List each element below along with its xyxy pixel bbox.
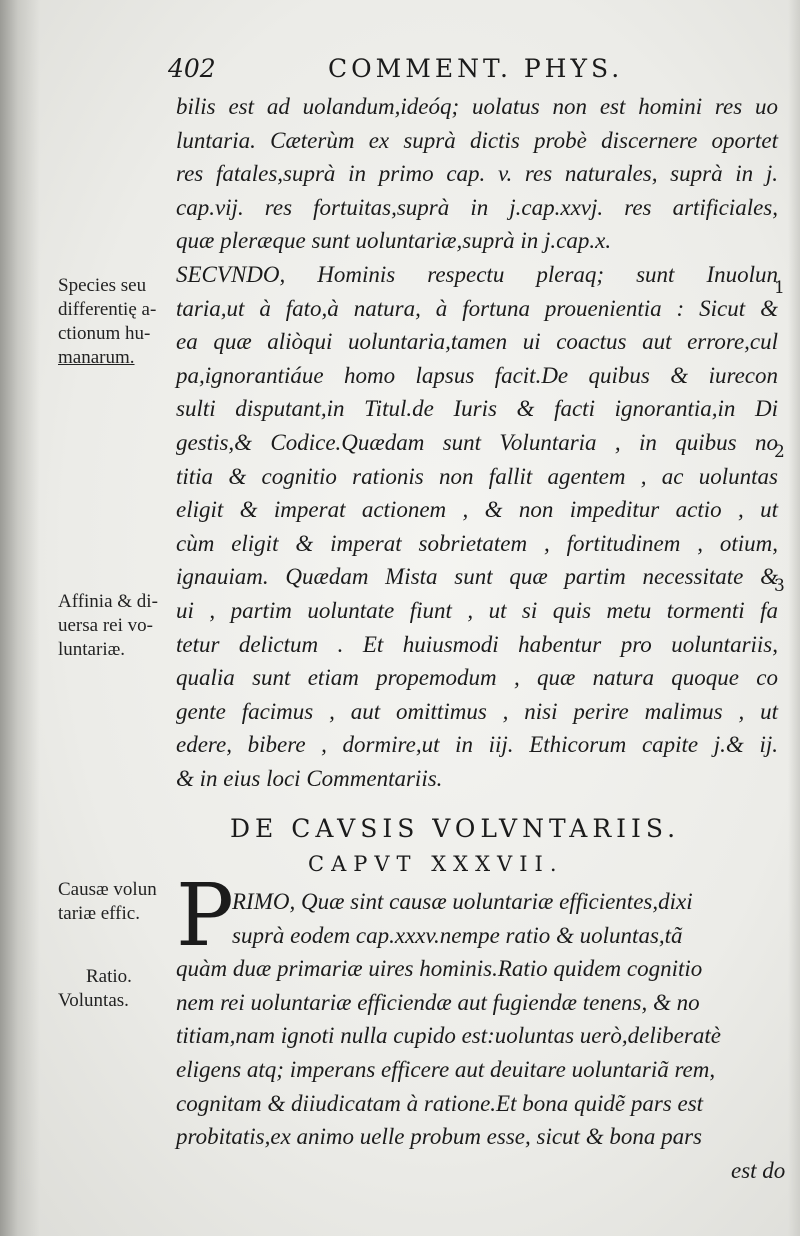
drop-cap: P — [176, 866, 234, 966]
text-line: edere, bibere , dormire,ut in iij. Ethicorum capite j.& ij. — [176, 732, 778, 758]
page-edge-shadow — [788, 0, 800, 1236]
margin-note-species — [58, 274, 156, 370]
text-line: ea quæ aliòqui uoluntaria,tamen ui coactus aut errore,cul — [176, 329, 778, 355]
text-line: sulti disputant,in Titul.de Iuris & facti ignorantia,in Di — [176, 396, 778, 422]
text-line: ui , partim uoluntate fiunt , ut si quis metu tormenti fa — [176, 597, 778, 623]
text-line: est do — [731, 1157, 786, 1183]
page-header — [168, 54, 668, 90]
margin-note-line: ctionum hu- — [58, 323, 151, 344]
margin-note-line: luntariæ. — [58, 639, 126, 660]
text-line: cap.vij. res fortuitas,suprà in j.cap.xxvj. res artificiales, — [176, 194, 778, 220]
margin-note-line: Voluntas. — [58, 990, 129, 1011]
text-line: eligit & imperat actionem , & non impeditur actio , ut — [176, 497, 778, 523]
text-line: titia & cognitio rationis non fallit agentem , ac uoluntas — [176, 463, 778, 489]
text-line: RIMO, Quæ sint causæ uoluntariæ efficientes,dixi — [232, 889, 693, 914]
text-line: gente facimus , aut omittimus , nisi perire malimus , ut — [176, 698, 778, 724]
text-line: cognitam & diiudicatam à ratione.Et bona quidẽ pars est — [176, 1090, 704, 1116]
text-line: probitatis,ex animo uelle probum esse, sicut & bona pars — [176, 1124, 702, 1150]
margin-note-line: Species seu — [58, 275, 147, 296]
text-line: titiam,nam ignoti nulla cupido est:uoluntas uerò,deliberatè — [176, 1023, 721, 1049]
text-line: bilis est ad uolandum,ideóq; uolatus non est homini res uo — [176, 94, 778, 119]
text-line: luntaria. Cæterùm ex suprà dictis probè discernere oportet — [176, 127, 778, 153]
text-line: pa,ignorantiáue homo lapsus facit.De quibus & iurecon — [176, 362, 778, 388]
text-line: nem rei uoluntariæ efficiendæ aut fugiendæ tenens, & no — [176, 989, 700, 1015]
text-line: taria,ut à fato,à natura, à fortuna prouenientia : Sicut & — [176, 295, 778, 321]
text-line: eligens atq; imperans efficere aut deuitare uoluntariã rem, — [176, 1056, 716, 1082]
section-title: DE CAVSIS VOLVNTARIIS. — [230, 814, 681, 843]
page-number: 402 — [168, 54, 216, 83]
chapter-heading: CAPVT XXXVII. — [308, 852, 564, 876]
text-line: gestis,& Codice.Quædam sunt Voluntaria , in quibus no — [176, 429, 778, 455]
text-line: & in eius loci Commentariis. — [176, 765, 443, 791]
text-line: SECVNDO, Hominis respectu pleraq; sunt Inuolun — [176, 261, 778, 287]
margin-note-ratio — [58, 965, 132, 1013]
margin-note-affinia — [58, 590, 158, 662]
margin-note-causae — [58, 878, 157, 926]
text-line: tetur delictum . Et huiusmodi habentur pro uoluntariis, — [176, 631, 778, 657]
side-number: 1 — [774, 278, 785, 298]
margin-note-line: manarum. — [58, 347, 135, 368]
side-number: 2 — [774, 442, 785, 462]
running-head: COMMENT. PHYS. — [328, 54, 624, 83]
text-line: suprà eodem cap.xxxv.nempe ratio & uoluntas,tã — [232, 922, 683, 948]
side-number: 3 — [774, 576, 785, 596]
text-line: qualia sunt etiam propemodum , quæ natura quoque co — [176, 665, 778, 691]
text-line: ignauiam. Quædam Mista sunt quæ partim necessitate & — [176, 564, 778, 590]
margin-note-line: differentię a- — [58, 299, 157, 320]
margin-note-line: uersa rei vo- — [58, 615, 153, 636]
main-text-block — [176, 90, 778, 795]
section-text-block — [176, 885, 786, 1187]
text-line: cùm eligit & imperat sobrietatem , fortitudinem , otium, — [176, 530, 778, 556]
margin-note-line: Affinia & di- — [58, 591, 158, 612]
text-line: quæ pleræque sunt uoluntariæ,suprà in j.cap.x. — [176, 228, 612, 254]
text-line: quàm duæ primariæ uires hominis.Ratio quidem cognitio — [176, 956, 703, 982]
gutter-shadow — [0, 0, 40, 1236]
margin-note-line: Ratio. — [86, 966, 132, 987]
margin-note-line: Causæ volun — [58, 879, 157, 900]
text-line: res fatales,suprà in primo cap. v. res naturales, suprà in j. — [176, 161, 778, 187]
margin-note-line: tariæ effic. — [58, 903, 140, 924]
